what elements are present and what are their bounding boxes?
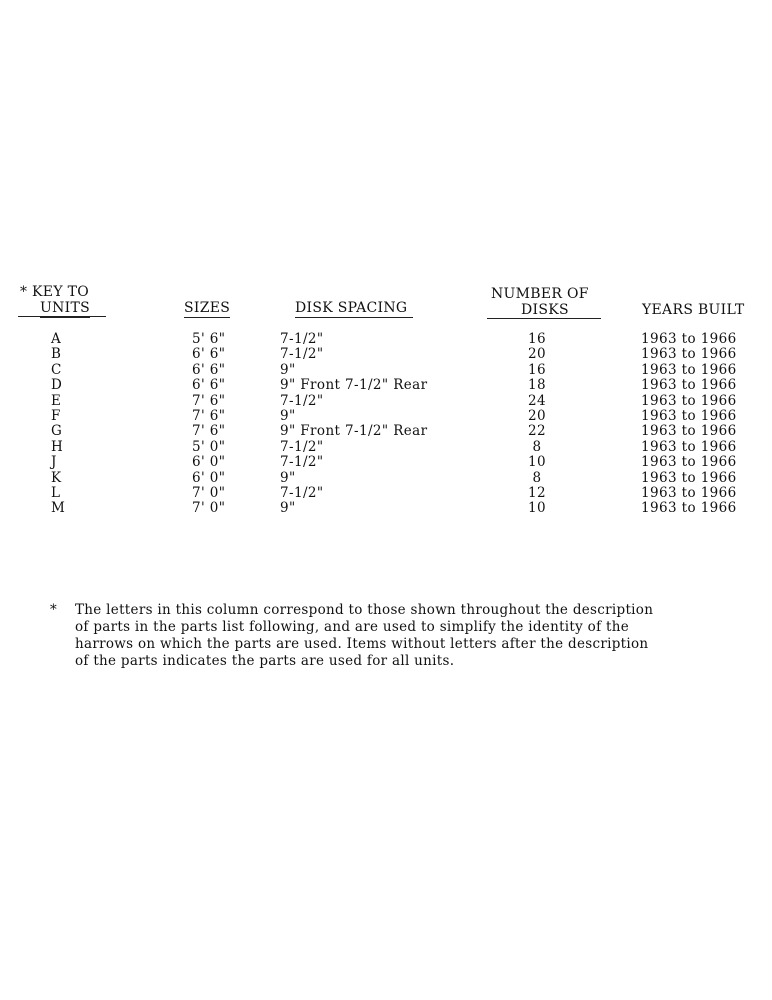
cell-disks: 12 <box>528 485 546 501</box>
header-key-rule <box>18 316 106 317</box>
cell-key: J <box>51 454 57 471</box>
cell-years: 1963 to 1966 <box>641 423 737 440</box>
cell-disks: 18 <box>528 377 546 394</box>
cell-disks: 16 <box>528 361 546 378</box>
cell-years: 1963 to 1966 <box>641 377 737 394</box>
cell-years: 1963 to 1966 <box>641 485 737 501</box>
cell-size: 7' 0" <box>192 485 226 501</box>
cell-size: 6' 0" <box>192 454 226 471</box>
cell-key: A <box>51 331 62 347</box>
header-disks <box>491 286 589 318</box>
footnote-text: The letters in this column correspond to those shown throughout the description of parts in the parts list following, and are used to simplify the identity of the harrows on which the parts are used. Items without letters after the description of the parts indicates the parts are used for all units. <box>75 602 654 669</box>
cell-years: 1963 to 1966 <box>641 361 737 378</box>
cell-size: 7' 6" <box>192 408 226 424</box>
cell-years: 1963 to 1966 <box>641 500 737 517</box>
cell-years: 1963 to 1966 <box>641 408 737 424</box>
cell-disks: 10 <box>528 454 546 471</box>
cell-key: M <box>51 500 66 517</box>
cell-years: 1963 to 1966 <box>641 392 737 409</box>
header-sizes-label: SIZES <box>184 300 231 316</box>
cell-key: B <box>51 346 62 363</box>
header-key <box>20 284 90 318</box>
cell-size: 5' 6" <box>192 331 226 347</box>
cell-key: C <box>51 361 62 378</box>
header-disk-spacing <box>295 300 413 318</box>
cell-key: L <box>51 485 61 501</box>
header-sizes <box>184 300 230 318</box>
cell-size: 6' 6" <box>192 377 226 394</box>
cell-disks: 10 <box>528 500 546 517</box>
cell-spacing: 7-1/2" <box>280 454 324 471</box>
cell-disks: 22 <box>528 423 546 440</box>
cell-spacing: 7-1/2" <box>280 346 324 363</box>
cell-disks: 8 <box>532 469 542 486</box>
header-years: YEARS BUILT <box>642 302 745 318</box>
cell-spacing: 9" <box>280 500 296 517</box>
cell-disks: 24 <box>528 392 546 409</box>
cell-disks: 16 <box>528 331 546 347</box>
cell-spacing: 9" Front 7-1/2" Rear <box>280 423 428 440</box>
cell-spacing: 9" <box>280 408 296 424</box>
header-disks-line1: NUMBER OF <box>491 286 589 302</box>
footnote <box>50 602 710 670</box>
header-key-line2: UNITS <box>40 300 91 316</box>
cell-years: 1963 to 1966 <box>641 469 737 486</box>
cell-disks: 20 <box>528 346 546 363</box>
cell-spacing: 7-1/2" <box>280 392 324 409</box>
cell-key: F <box>51 408 61 424</box>
header-disks-line2: DISKS <box>521 302 569 318</box>
cell-spacing: 7-1/2" <box>280 331 324 347</box>
cell-years: 1963 to 1966 <box>641 454 737 471</box>
cell-size: 6' 6" <box>192 361 226 378</box>
cell-size: 6' 6" <box>192 346 226 363</box>
cell-key: K <box>51 469 62 486</box>
cell-years: 1963 to 1966 <box>641 331 737 347</box>
cell-disks: 8 <box>532 438 542 455</box>
cell-spacing: 7-1/2" <box>280 438 324 455</box>
header-disks-rule <box>487 318 601 319</box>
cell-key: E <box>51 392 62 409</box>
cell-disks: 20 <box>528 408 546 424</box>
cell-size: 7' 0" <box>192 500 226 517</box>
cell-size: 7' 6" <box>192 392 226 409</box>
cell-years: 1963 to 1966 <box>641 346 737 363</box>
footnote-marker: * <box>50 602 58 618</box>
cell-size: 5' 0" <box>192 438 226 455</box>
cell-spacing: 7-1/2" <box>280 485 324 501</box>
header-disk-spacing-label: DISK SPACING <box>295 300 413 318</box>
cell-spacing: 9" <box>280 469 296 486</box>
cell-spacing: 9" Front 7-1/2" Rear <box>280 377 428 394</box>
cell-size: 6' 0" <box>192 469 226 486</box>
cell-key: H <box>51 438 64 455</box>
cell-years: 1963 to 1966 <box>641 438 737 455</box>
header-key-line1: * KEY TO <box>20 284 90 300</box>
cell-size: 7' 6" <box>192 423 226 440</box>
cell-key: G <box>51 423 63 440</box>
cell-spacing: 9" <box>280 361 296 378</box>
cell-key: D <box>51 377 63 394</box>
